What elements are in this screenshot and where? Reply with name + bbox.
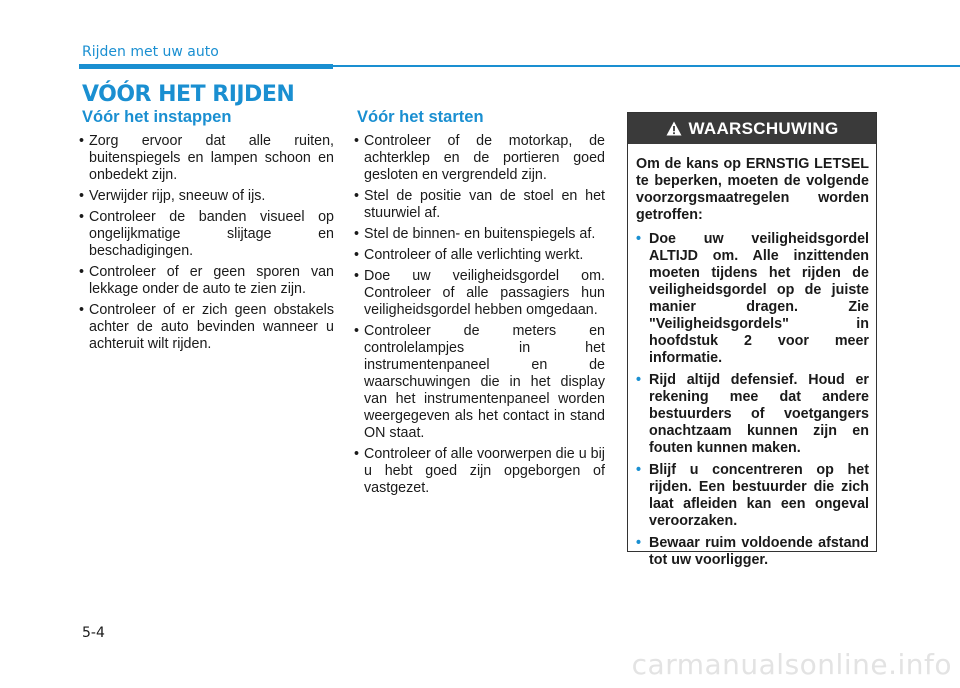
list-item: • Zorg ervoor dat alle ruiten, buitenspiegels en lampen schoon en onbedekt zijn. (79, 133, 334, 184)
warning-body (628, 144, 876, 569)
list-item: • Controleer of de motorkap, de achterklep en de portieren goed gesloten en vergrendeld zijn. (354, 133, 605, 184)
list-item: • Stel de binnen- en buitenspiegels af. (354, 226, 605, 243)
column-before-starting (354, 108, 605, 501)
list-item: • Controleer of alle verlichting werkt. (354, 247, 605, 264)
warning-heading: WAARSCHUWING (688, 118, 839, 138)
header-rule-thick (79, 64, 333, 69)
list-item: • Controleer of er geen sporen van lekkage onder de auto te zien zijn. (79, 264, 334, 298)
list-item: • Controleer of alle voorwerpen die u bij u hebt goed zijn opgeborgen of vastgezet. (354, 446, 605, 497)
list-item: • Controleer de meters en controlelampjes in het instrumentenpaneel en de waarschuwingen die in het display van het instrumentenpaneel worden weergegeven als het contact in stand ON staat. (354, 323, 605, 442)
warning-item: • Rijd altijd defensief. Houd er rekening mee dat andere bestuurders of voetgangers onachtzaam kunnen zijn en fouten kunnen maken. (636, 372, 869, 457)
list-item: • Verwijder rijp, sneeuw of ijs. (79, 188, 334, 205)
chapter-title: VÓÓR HET RIJDEN (82, 82, 295, 107)
column-before-entering (79, 108, 334, 357)
checklist-before-entering (79, 133, 334, 353)
section-title-before-entering: Vóór het instappen (82, 108, 232, 126)
header-rule-thin (333, 65, 960, 67)
warning-triangle-icon (666, 121, 682, 136)
list-item: • Doe uw veiligheidsgordel om. Controleer of alle passagiers hun veiligheidsgordel hebben omgedaan. (354, 268, 605, 319)
watermark: carmanualsonline.info (631, 648, 952, 681)
list-item: • Stel de positie van de stoel en het stuurwiel af. (354, 188, 605, 222)
warning-header (628, 113, 876, 144)
warning-item: • Doe uw veiligheidsgordel ALTIJD om. Alle inzittenden moeten tijdens het rijden de veiligheidsgordel op de juiste manier dragen. Zie "Veiligheidsgordels" in hoofdstuk 2 voor meer informatie. (636, 231, 869, 367)
warning-list (636, 231, 869, 569)
warning-intro: Om de kans op ERNSTIG LETSEL te beperken, moeten de volgende voorzorgsmaatregelen worden getroffen: (636, 156, 869, 223)
list-item: • Controleer de banden visueel op ongelijkmatige slijtage en beschadigingen. (79, 209, 334, 260)
page-number: 5-4 (82, 625, 105, 641)
section-title-before-starting: Vóór het starten (357, 108, 484, 126)
list-item: • Controleer of er zich geen obstakels achter de auto bevinden wanneer u achteruit wilt rijden. (79, 302, 334, 353)
section-header: Rijden met uw auto (82, 44, 219, 60)
warning-item: • Blijf u concentreren op het rijden. Een bestuurder die zich laat afleiden kan een ongeval veroorzaken. (636, 462, 869, 530)
warning-item: • Bewaar ruim voldoende afstand tot uw voorligger. (636, 535, 869, 569)
checklist-before-starting (354, 133, 605, 497)
warning-box (627, 112, 877, 568)
